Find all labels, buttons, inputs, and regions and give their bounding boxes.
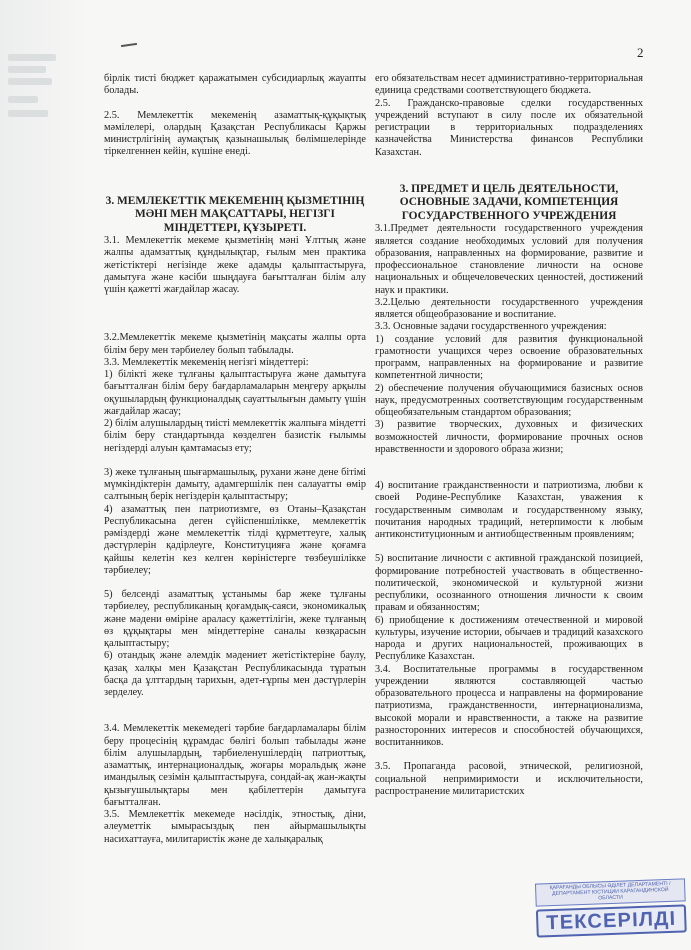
ru-list-item-5: 5) воспитание личности с активной гражданской позицией, формирование потребностей участвовать в общественно-политической, экономической и культурной жизни республики, осознанного отношения личности к своим правам и обязанностям; [375, 553, 643, 614]
kk-list-item-3: 3) жеке тұлғаның шығармашылық, рухани және дене бітімі мүмкіндіктерін дамыту, адамгершілік пен салауатты өмір салтының берік негіздерін қалыптастыру; [104, 466, 366, 503]
edge-mark [8, 54, 56, 61]
ru-paragraph-3-4: 3.4. Воспитательные программы в государственном учреждении являются составляющей частью образовательного процесса и направлены на формирование патриотизма, гражданственности, интернационализма, высокой морали и нравственности, а также на развитие разносторонних интересов и способностей обучающихся, воспитанников. [375, 663, 643, 748]
ru-list-item-2: 2) обеспечение получения обучающимися базисных основ наук, предусмотренных соответствующим государственным общеобязательным стандартом образования; [375, 382, 643, 418]
kk-paragraph-3-4: 3.4. Мемлекеттік мекемедегі тәрбие бағдарламалары білім беру процесінің құрамдас бөлігі болып табылады және білім алушылардың, тәрбиеленушілердің патриоттық, азаматтық, интернационалдық, жоғары моральдық және имандылық сезімін қалыптастыруға, сондай-ақ жан-жақты қызығушылықтары мен қабілеттерін дамытуға бағытталған. [104, 723, 366, 808]
page-number: 2 [637, 45, 644, 60]
edge-mark [8, 78, 52, 85]
ru-paragraph-2-4-end: его обязательствам несет административно-территориальная единица средствами соответствующего бюджета. [375, 73, 643, 97]
kk-paragraph-3-2: 3.2.Мемлекеттік мекеме қызметінің мақсаты жалпы орта білім беру мен тәрбиелеу болып табылады. [104, 332, 366, 356]
kk-paragraph-3-1: 3.1. Мемлекеттік мекеме қызметінің мәні Ұлттық және жалпы адамзаттық құндылықтар, ғылым мен практика жетістіктері негізінде жеке адамды қалыптастыруға, дамытуға және кәсіби шыңдауға бағытталған білім алу үшін қажетті жағдайлар жасау. [104, 235, 366, 295]
ru-paragraph-3-5: 3.5. Пропаганда расовой, этнической, религиозной, социальной непримиримости и исключительности, распространение милитаристских [375, 761, 643, 797]
pen-mark [121, 43, 137, 47]
kk-paragraph-3-3: 3.3. Мемлекеттік мекеменің негізгі міндеттері: [104, 356, 309, 368]
edge-mark [8, 66, 46, 73]
kk-list-item-6: 6) отандық және әлемдік мәдениет жетістіктеріне баулу, қазақ халқы мен Қазақстан Республикасында тұратын басқа да ұлттардың тарихын, әдет-ғұрпы мен дәстүрлерін зерделеу. [104, 650, 366, 698]
kk-list-item-1: 1) білікті жеке тұлғаны қалыптастыруға және дамытуға бағытталған білім беру бағдарламаларын меңгеру арқылы оқушылардың функционалдық сауаттылығын дамыту үшін жағдайлар жасау; [104, 369, 366, 417]
left-column-kazakh [104, 73, 366, 846]
ru-list-item-1: 1) создание условий для развития функциональной грамотности учащихся через освоение образовательных программ, направленных на формирование и развитие компетентной личности; [375, 333, 643, 382]
ru-paragraph-3-2: 3.2.Целью деятельности государственного учреждения является общеобразование и воспитание. [375, 296, 643, 320]
kk-paragraph-3-5: 3.5. Мемлекеттік мекемеде нәсілдік, этностық, діни, әлеуметтік ымырасыздық пен айырмашылықты насихаттауға, милитаристік және де халықаралық [104, 809, 366, 845]
kk-paragraph-2-5: 2.5. Мемлекеттік мекеменің азаматтық-құқықтық мәмілелері, олардың Қазақстан Республикасы Қаржы министрлігінің аумақтық қазынашылық бөлімшелерінде тіркелгеннен кейін, күшіне енеді. [104, 109, 366, 158]
kk-list-item-4: 4) азаматтық пен патриотизмге, өз Отаны–Қазақстан Республикасына деген сүйіспеншілікке, мемлекеттік рәміздерді және мемлекеттік тілді құрметтеуге, халық дәстүрлерін қадірлеуге, Конституцияға және қоғамға қайшы келетін кез келген көріністерге төзбеушілікке тәрбиелеу; [104, 503, 366, 576]
verification-stamp [535, 878, 687, 945]
ru-paragraph-3-1: 3.1.Предмет деятельности государственного учреждения является создание необходимых условий для получения образования, направленных на формирование, развитие и профессиональное становление личности на основе национальных и общечеловеческих ценностей, достижений наук и практики. [375, 223, 643, 296]
kk-list-item-5: 5) белсенді азаматтық ұстанымы бар жеке тұлғаны тәрбиелеу, республиканың қоғамдық-саяси, экономикалық және мәдени өміріне араласу қажеттілігін, жеке тұлғаның өз құқықтары мен міндеттеріне саналы көзқарасын қалыптастыру; [104, 589, 366, 649]
edge-mark [8, 96, 38, 103]
binding-shadow [0, 0, 85, 950]
kk-section-heading: 3. МЕМЛЕКЕТТІК МЕКЕМЕНІҢ ҚЫЗМЕТІНІҢ МӘНІ МЕН МАҚСАТТАРЫ, НЕГІЗГІ МІНДЕТТЕРІ, ҚҰЗЫРЕТІ. [105, 194, 365, 234]
ru-list-item-4: 4) воспитание гражданственности и патриотизма, любви к своей Родине-Республике Казахстан, уважения к государственным символам и государственному языку, почитания народных традиций, нетерпимости к любым антиконституционным и антиобщественным проявлениям; [375, 480, 643, 540]
ru-paragraph-3-3: 3.3. Основные задачи государственного учреждения: [375, 321, 607, 333]
ru-section-heading: 3. ПРЕДМЕТ И ЦЕЛЬ ДЕЯТЕЛЬНОСТИ, ОСНОВНЫЕ ЗАДАЧИ, КОМПЕТЕНЦИЯ ГОСУДАРСТВЕННОГО УЧРЕЖДЕНИЯ [399, 182, 619, 222]
stamp-department-text: ҚАРАҒАНДЫ ОБЛЫСЫ ӘДІЛЕТ ДЕПАРТАМЕНТІ / ДЕПАРТАМЕНТ ЮСТИЦИИ КАРАГАНДИНСКОЙ ОБЛАСТИ [535, 878, 686, 906]
kk-paragraph-2-4-end: бірлік тисті бюджет қаражатымен субсидиарлық жауапты болады. [104, 73, 366, 97]
right-column-russian [375, 73, 643, 798]
edge-mark [8, 110, 48, 117]
ru-paragraph-2-5: 2.5. Гражданско-правовые сделки государственных учреждений вступают в силу после их обязательной регистрации в территориальных подразделениях казначейства Министерства финансов Республики Казахстан. [375, 97, 643, 158]
kk-list-item-2: 2) білім алушылардың тиісті мемлекеттік жалпыға міндетті білім беру стандартында көзделген базистік ғылымы негіздерді алуын қамтамасыз ету; [104, 418, 366, 454]
ru-list-item-3: 3) развитие творческих, духовных и физических возможностей личности, формирование прочных основ нравственности и здорового образа жизни; [375, 419, 643, 455]
stamp-verified-text: ТЕКСЕРІЛДІ [536, 904, 687, 937]
ru-list-item-6: 6) приобщение к достижениям отечественной и мировой культуры, изучение истории, обычаев и традиций казахского народа и других национальностей, проживающих в Республике Казахстан. [375, 614, 643, 663]
